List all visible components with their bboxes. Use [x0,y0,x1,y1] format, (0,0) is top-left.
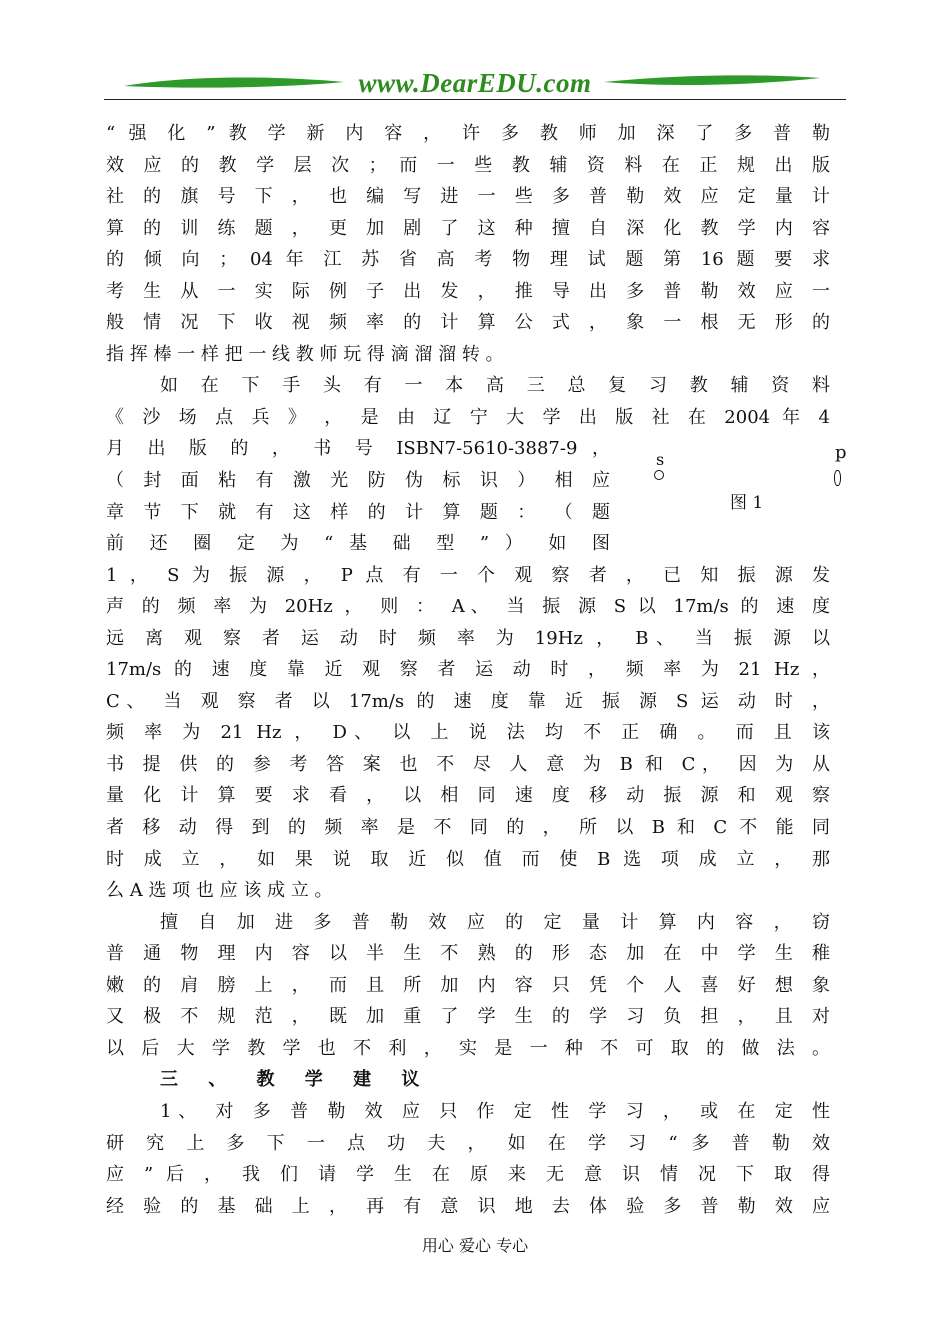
text-line: 算 的 训 练 题 ， 更 加 剧 了 这 种 擅 自 深 化 教 学 内 容 [106,217,830,239]
text-line: 效 应 的 教 学 层 次 ； 而 一 些 教 辅 资 料 在 正 规 出 版 [106,154,830,176]
text-line: 者 移 动 得 到 的 频 率 是 不 同 的 ， 所 以 B 和 C 不 能 同 [106,817,830,839]
text-line: 量 化 计 算 要 求 看 ， 以 相 同 速 度 移 动 振 源 和 观 察 [106,785,830,807]
text-line: 么 A 选 项 也 应 该 成 立 。 [106,880,333,902]
text-line: 前 还 圈 定 为 “ 基 础 型 ” ） 如 图 [106,533,610,555]
text-line: 17m/s 的 速 度 靠 近 观 察 者 运 动 时 ， 频 率 为 21 Hz ， [106,659,830,681]
header-divider [104,99,846,100]
text-line: 声 的 频 率 为 20Hz ， 则 ： A、 当 振 源 S 以 17m/s 的 速 度 [106,596,830,618]
text-line: 频 率 为 21 Hz ， D、 以 上 说 法 均 不 正 确 。 而 且 该 [106,722,830,744]
text-line: 考 生 从 一 实 际 例 子 出 发 ， 推 导 出 多 普 勒 效 应 一 [106,280,830,302]
text-line: （ 封 面 粘 有 激 光 防 伪 标 识 ） 相 应 [106,470,610,492]
text-line: 擅 自 加 进 多 普 勒 效 应 的 定 量 计 算 内 容 ， 窃 [160,911,830,933]
text-line: 的 倾 向 ； 04 年 江 苏 省 高 考 物 理 试 题 第 16 题 要 求 [106,249,830,271]
text-line: 《 沙 场 点 兵 》 ， 是 由 辽 宁 大 学 出 版 社 在 2004 年 4 [106,406,830,428]
text-line: C、 当 观 察 者 以 17m/s 的 速 度 靠 近 振 源 S 运 动 时 ， [106,690,830,712]
figure-1 [640,440,860,520]
source-label: s [656,450,665,469]
text-line: 1、 对 多 普 勒 效 应 只 作 定 性 学 习 ， 或 在 定 性 [160,1100,830,1122]
text-line: “ 强 化 ” 教 学 新 内 容 ， 许 多 教 师 加 深 了 多 普 勒 [106,123,830,144]
text-line: 般 情 况 下 收 视 频 率 的 计 算 公 式 ， 象 一 根 无 形 的 [106,312,830,334]
text-line: 如 在 下 手 头 有 一 本 高 三 总 复 习 教 辅 资 料 [160,375,830,397]
text-line: 研 究 上 多 下 一 点 功 夫 ， 如 在 学 习 “ 多 普 勒 效 [106,1132,830,1154]
page-header [104,66,846,102]
site-logo[interactable]: www.DearEDU.com [358,68,592,98]
observer-point-icon [834,470,841,486]
section-heading: 三 、 教 学 建 议 [160,1069,432,1091]
text-line: 时 成 立 ， 如 果 说 取 近 似 值 而 使 B 选 项 成 立 ， 那 [106,848,830,870]
observer-label: p [835,442,847,463]
text-line: 章 节 下 就 有 这 样 的 计 算 题 ： （ 题 [106,501,610,523]
page-footer: 用心 爱心 专心 [421,1236,529,1255]
text-line: 月 出 版 的 ， 书 号 ISBN7-5610-3887-9 ， [106,438,610,460]
source-point-icon [654,470,664,480]
text-line: 经 验 的 基 础 上 ， 再 有 意 识 地 去 体 验 多 普 勒 效 应 [106,1195,830,1217]
article-body [106,118,830,1222]
text-line: 嫩 的 肩 膀 上 ， 而 且 所 加 内 容 只 凭 个 人 喜 好 想 象 [106,974,830,996]
text-line: 又 极 不 规 范 ， 既 加 重 了 学 生 的 学 习 负 担 ， 且 对 [106,1006,830,1028]
text-line: 普 通 物 理 内 容 以 半 生 不 熟 的 形 态 加 在 中 学 生 稚 [106,943,830,965]
text-line: 书 提 供 的 参 考 答 案 也 不 尽 人 意 为 B 和 C， 因 为 从 [106,753,830,775]
text-line: 应 ” 后 ， 我 们 请 学 生 在 原 来 无 意 识 情 况 下 取 得 [106,1164,830,1186]
text-line: 以 后 大 学 教 学 也 不 利 ， 实 是 一 种 不 可 取 的 做 法 。 [106,1037,830,1059]
text-line: 远 离 观 察 者 运 动 时 频 率 为 19Hz ， B、 当 振 源 以 [106,627,830,649]
figure-caption: 图 1 [730,493,764,513]
text-line: 社 的 旗 号 下 ， 也 编 写 进 一 些 多 普 勒 效 应 定 量 计 [106,186,830,208]
text-line: 指 挥 棒 一 样 把 一 线 教 师 玩 得 滴 溜 溜 转 。 [106,343,504,365]
text-line: 1 ， S 为 振 源 ， P 点 有 一 个 观 察 者 ， 已 知 振 源 发 [106,564,830,586]
